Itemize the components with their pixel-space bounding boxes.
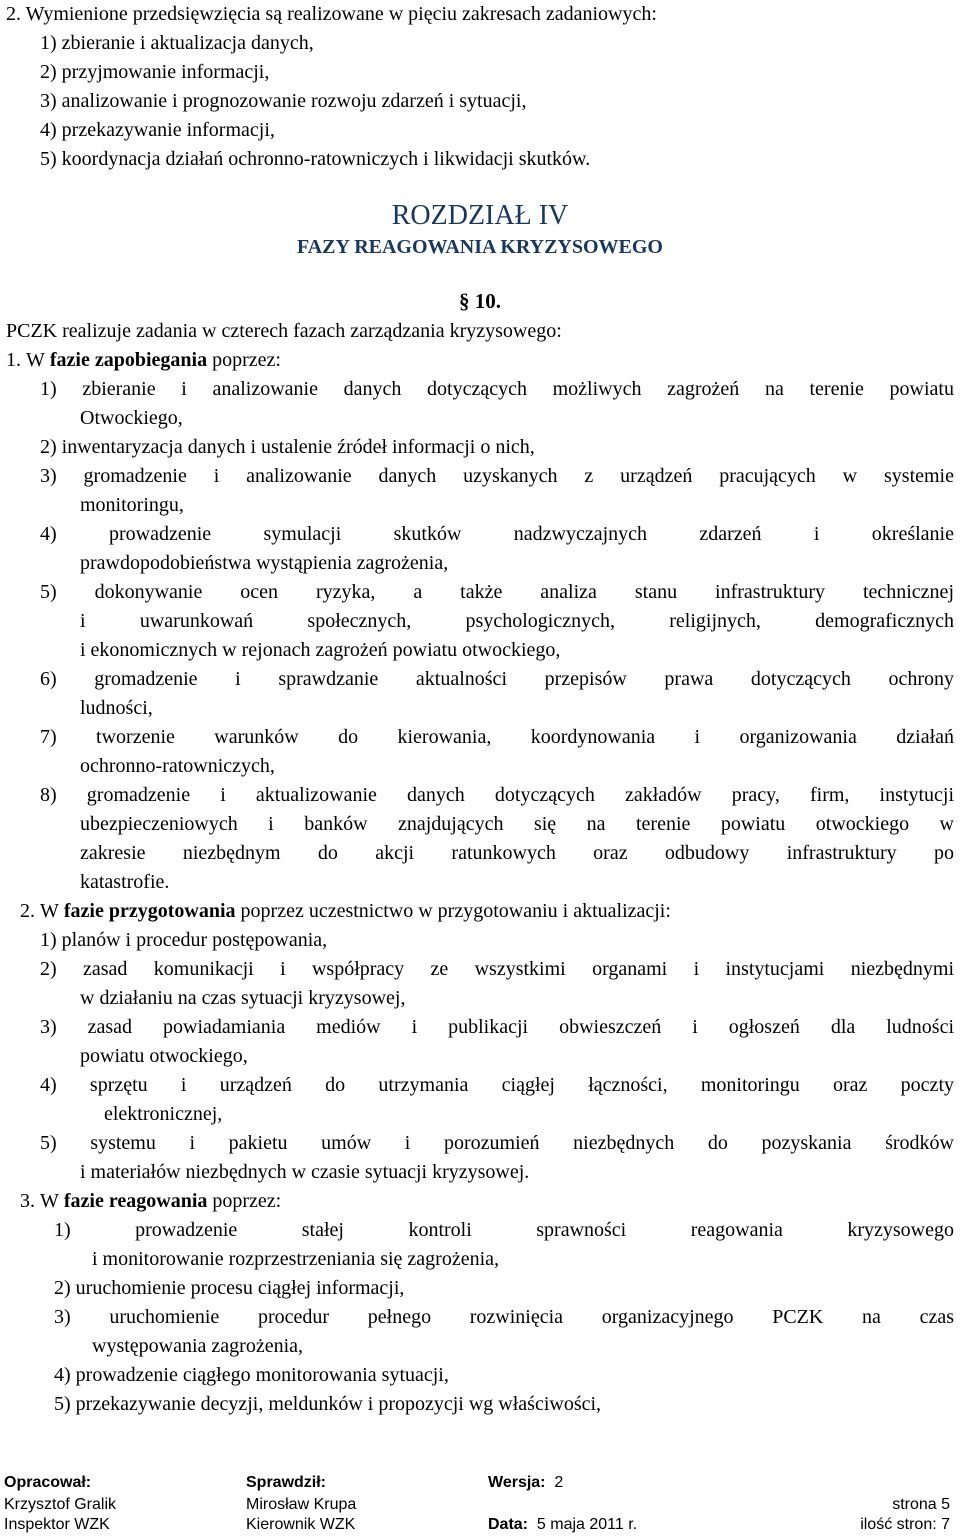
- intro-item-4: 4) przekazywanie informacji,: [40, 119, 275, 141]
- phase1-line-3: 2) inwentaryzacja danych i ustalenie źródeł informacji o nich,: [40, 436, 535, 458]
- footer-page-count: ilość stron: 7: [860, 1516, 950, 1533]
- phase2-post: poprzez uczestnictwo w przygotowaniu i aktualizacji:: [240, 900, 671, 922]
- chapter-title: ROZDZIAŁ IV: [391, 200, 569, 231]
- intro-item-1: 1) zbieranie i aktualizacja danych,: [40, 32, 314, 54]
- footer-page-number: strona 5: [892, 1496, 950, 1513]
- footer-checked-role: Kierownik WZK: [246, 1516, 356, 1533]
- footer-version: Wersja: 2: [488, 1474, 564, 1491]
- phase3-line-7: 5) przekazywanie decyzji, meldunków i propozycji wg właściwości,: [54, 1393, 602, 1415]
- phase1-pre: W: [26, 349, 45, 371]
- phase2-num: 2.: [20, 900, 35, 922]
- phase3-line-1: 1) prowadzenie stałej kontroli sprawności reagowania kryzysowego: [54, 1219, 954, 1241]
- phase1-line-9: i uwarunkowań społecznych, psychologicznych, religijnych, demograficznych: [80, 610, 954, 632]
- phase2-pre: W: [40, 900, 59, 922]
- phase1-bold: fazie zapobiegania: [49, 349, 208, 371]
- phase1-line-10: i ekonomicznych w rejonach zagrożeń powiatu otwockiego,: [80, 639, 561, 661]
- phase1-line-6: 4) prowadzenie symulacji skutków nadzwyczajnych zdarzeń i określanie: [40, 523, 954, 545]
- footer-checked-name: Mirosław Krupa: [246, 1496, 357, 1513]
- footer-prepared-label: Opracował:: [4, 1474, 92, 1491]
- phase2-line-8: 5) systemu i pakietu umów i porozumień niezbędnych do pozyskania środków: [40, 1132, 954, 1154]
- section-sign: § 10.: [459, 289, 501, 313]
- phase2-heading: [20, 897, 671, 926]
- phase1-line-13: 7) tworzenie warunków do kierowania, koordynowania i organizowania działań: [40, 726, 954, 748]
- phase3-line-5: występowania zagrożenia,: [92, 1335, 304, 1357]
- phase2-line-4: 3) zasad powiadamiania mediów i publikacji obwieszczeń i ogłoszeń dla ludności: [40, 1016, 954, 1038]
- phase2-line-1: 1) planów i procedur postępowania,: [40, 929, 328, 951]
- phase1-line-17: zakresie niezbędnym do akcji ratunkowych oraz odbudowy infrastruktury po: [80, 842, 954, 864]
- intro-item-3: 3) analizowanie i prognozowanie rozwoju zdarzeń i sytuacji,: [40, 90, 527, 112]
- phase3-line-4: 3) uruchomienie procedur pełnego rozwinięcia organizacyjnego PCZK na czas: [54, 1306, 954, 1328]
- intro-heading: 2. Wymienione przedsięwzięcia są realizowane w pięciu zakresach zadaniowych:: [6, 3, 657, 25]
- phase2-line-2: 2) zasad komunikacji i współpracy ze wszystkimi organami i instytucjami niezbędnymi: [40, 958, 954, 980]
- phase3-line-2: i monitorowanie rozprzestrzeniania się zagrożenia,: [92, 1248, 500, 1270]
- phase1-line-1: 1) zbieranie i analizowanie danych dotyczących możliwych zagrożeń na terenie powiatu: [40, 378, 954, 400]
- phase2-line-3: w działaniu na czas sytuacji kryzysowej,: [80, 987, 406, 1009]
- phase1-line-15: 8) gromadzenie i aktualizowanie danych dotyczących zakładów pracy, firm, instytucji: [40, 784, 954, 806]
- phase1-num: 1.: [6, 349, 21, 371]
- footer-checked-label: Sprawdził:: [246, 1474, 327, 1491]
- phase1-line-8: 5) dokonywanie ocen ryzyka, a także analiza stanu infrastruktury technicznej: [40, 581, 954, 603]
- phase1-line-5: monitoringu,: [80, 494, 184, 516]
- footer-prepared-role: Inspektor WZK: [4, 1516, 110, 1533]
- phase3-bold: fazie reagowania: [63, 1190, 208, 1212]
- phase1-line-14: ochronno-ratowniczych,: [80, 755, 275, 777]
- footer-date: Data: 5 maja 2011 r.: [488, 1516, 638, 1533]
- phase2-line-5: powiatu otwockiego,: [80, 1045, 248, 1067]
- phase3-line-6: 4) prowadzenie ciągłego monitorowania sytuacji,: [54, 1364, 449, 1386]
- phase3-line-3: 2) uruchomienie procesu ciągłej informacji,: [54, 1277, 405, 1299]
- phase3-heading: [20, 1187, 281, 1216]
- phase2-line-7: elektronicznej,: [104, 1103, 223, 1125]
- footer-prepared-name: Krzysztof Gralik: [4, 1496, 117, 1513]
- phase3-post: poprzez:: [212, 1190, 282, 1212]
- phase1-line-16: ubezpieczeniowych i banków znajdujących się na terenie powiatu otwockiego w: [80, 813, 954, 835]
- phase1-line-2: Otwockiego,: [80, 407, 183, 429]
- section-lead: PCZK realizuje zadania w czterech fazach zarządzania kryzysowego:: [6, 320, 562, 342]
- phase1-line-18: katastrofie.: [80, 871, 170, 893]
- phase1-line-11: 6) gromadzenie i sprawdzanie aktualności przepisów prawa dotyczących ochrony: [40, 668, 954, 690]
- intro-item-2: 2) przyjmowanie informacji,: [40, 61, 270, 83]
- phase1-heading: [6, 346, 281, 375]
- phase2-line-9: i materiałów niezbędnych w czasie sytuacji kryzysowej.: [80, 1161, 530, 1183]
- phase1-post: poprzez:: [212, 349, 281, 371]
- phase1-line-12: ludności,: [80, 697, 153, 719]
- phase1-line-4: 3) gromadzenie i analizowanie danych uzyskanych z urządzeń pracujących w systemie: [40, 465, 954, 487]
- phase2-line-6: 4) sprzętu i urządzeń do utrzymania ciągłej łączności, monitoringu oraz poczty: [40, 1074, 954, 1096]
- intro-item-5: 5) koordynacja działań ochronno-ratowniczych i likwidacji skutków.: [40, 148, 591, 170]
- phase3-num: 3.: [20, 1190, 35, 1212]
- chapter-subtitle: FAZY REAGOWANIA KRYZYSOWEGO: [296, 236, 663, 258]
- phase3-pre: W: [40, 1190, 59, 1212]
- phase2-bold: fazie przygotowania: [63, 900, 236, 922]
- phase1-line-7: prawdopodobieństwa wystąpienia zagrożenia,: [80, 552, 449, 574]
